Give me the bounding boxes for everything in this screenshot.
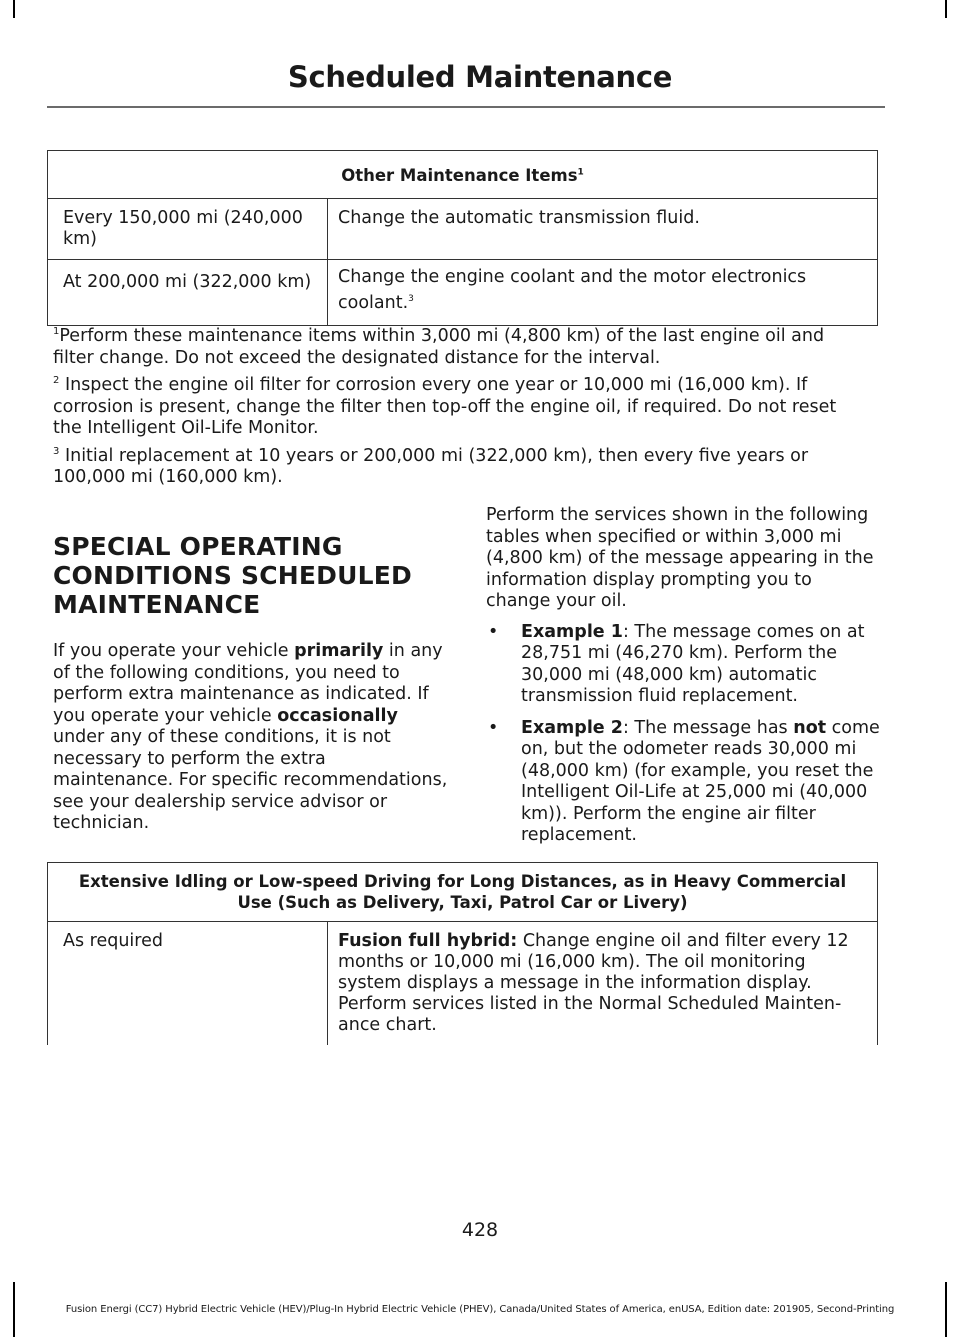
table-row — [48, 922, 878, 1046]
page-title: Scheduled Maintenance — [287, 60, 673, 94]
section-heading: SPECIAL OPERATING CONDITIONS SCHEDULED MAINTENANCE — [53, 532, 412, 619]
table-row — [48, 260, 878, 326]
crop-mark-top-right — [945, 0, 947, 18]
footnotes — [53, 326, 853, 489]
interval-cell: As required — [48, 922, 328, 1046]
services-paragraph: Perform the services shown in the following tables when specified or within 3,000 mi (4,800 km) of the message appearing in the information display prompting you to change your oil. — [486, 505, 874, 611]
footer-text: Fusion Energi (CC7) Hybrid Electric Vehicle (HEV)/Plug-In Hybrid Electric Vehicle (PHEV), Canada/United States of America, enUSA, Edition date: 201905, Second-Printing — [65, 1304, 895, 1315]
table-title: Extensive Idling or Low-speed Driving for Long Distances, as in Heavy Commercial Use (Such as Delivery, Taxi, Patrol Car or Livery) — [48, 863, 878, 922]
right-column — [486, 505, 881, 857]
table-title: Other Maintenance Items$^1$ — [48, 151, 878, 199]
interval-cell: Every 150,000 mi (240,000 km) — [48, 199, 328, 260]
action-cell: Change the automatic transmission fluid. — [328, 199, 878, 260]
action-cell: Change the engine coolant and the motor electronics coolant.$^3$ — [328, 260, 878, 326]
crop-mark-top-left — [13, 0, 15, 18]
table-header-row — [48, 151, 878, 199]
other-maintenance-items-table — [47, 150, 878, 326]
table-header-row — [48, 863, 878, 922]
bullet-icon: • — [488, 717, 499, 738]
header-divider — [47, 106, 885, 108]
list-item: • Example 2: The message has not come on, but the odometer reads 30,000 mi (48,000 km) (for example, you reset the Intelligent Oil-Life at 25,000 mi (40,000 km)). Perform the engine air filter replacement. — [488, 717, 880, 845]
page-number: 428 — [461, 1219, 499, 1241]
bullet-icon: • — [488, 621, 499, 642]
table-row — [48, 199, 878, 260]
section-intro-paragraph: If you operate your vehicle primarily in any of the following conditions, you need to perform extra maintenance as indicated. If you operate your vehicle occasionally under any of these conditions, it is not necessary to perform the extra maintenance. For specific recommendations, see your dealership service advisor or technician. — [53, 641, 448, 833]
left-column — [53, 532, 448, 835]
interval-cell: At 200,000 mi (322,000 km) — [48, 260, 328, 326]
action-cell: Fusion full hybrid: Change engine oil and filter every 12 months or 10,000 mi (16,000 km). The oil monitoring system displays a message in the information display. Perform services listed in the Normal Scheduled Mainten-ance chart. — [328, 922, 878, 1046]
footnote: $^3$ Initial replacement at 10 years or 200,000 mi (322,000 km), then every five years or 100,000 mi (160,000 km). — [53, 445, 809, 487]
extensive-idling-table — [47, 862, 878, 1045]
footnote: $^1$Perform these maintenance items within 3,000 mi (4,800 km) of the last engine oil and filter change. Do not exceed the designated distance for the interval. — [53, 326, 825, 368]
examples-list — [486, 622, 881, 847]
footnote: $^2$ Inspect the engine oil filter for corrosion every one year or 10,000 mi (16,000 km). If corrosion is present, change the filter then top-off the engine oil, if required. Do not reset the Intelligent Oil-Life Monitor. — [53, 375, 837, 438]
list-item: • Example 1: The message comes on at 28,751 mi (46,270 km). Perform the 30,000 mi (48,000 km) automatic transmission fluid replacement. — [488, 621, 865, 706]
